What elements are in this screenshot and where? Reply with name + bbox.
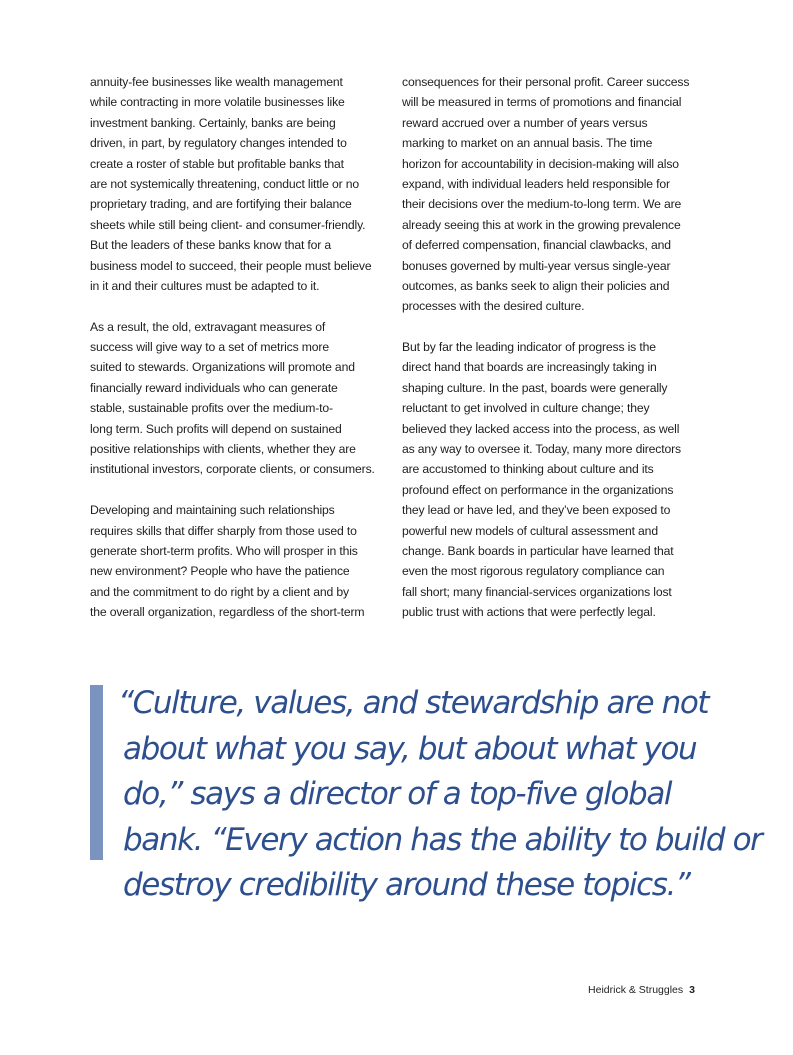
paragraph bbox=[90, 317, 390, 480]
pull-quote bbox=[118, 681, 762, 909]
text-line: investment banking. Certainly, banks are being bbox=[90, 115, 336, 130]
text-line: generate short-term profits. Who will prosper in this bbox=[90, 543, 358, 558]
text-line: the overall organization, regardless of the short-term bbox=[90, 605, 365, 620]
paragraph bbox=[402, 337, 702, 622]
text-line: change. Bank boards in particular have learned that bbox=[402, 543, 674, 558]
paragraph bbox=[90, 500, 390, 622]
text-line: sheets while still being client- and consumer-friendly. bbox=[90, 217, 366, 232]
page-footer bbox=[588, 984, 695, 996]
text-line: create a roster of stable but profitable banks that bbox=[90, 156, 344, 171]
paragraph bbox=[90, 72, 390, 296]
pull-quote-line: do,” says a director of a top-five global bbox=[123, 776, 672, 812]
pull-quote-line: destroy credibility around these topics.” bbox=[123, 867, 690, 903]
pull-quote-line: about what you say, but about what you bbox=[123, 730, 697, 767]
text-line: believed they lacked access into the process, as well bbox=[402, 421, 680, 436]
page-number: 3 bbox=[689, 984, 695, 996]
paragraph bbox=[402, 72, 702, 317]
text-line: proprietary trading, and are fortifying their balance bbox=[90, 197, 352, 212]
text-line: bonuses governed by multi-year versus single-year bbox=[402, 258, 671, 273]
text-line: direct hand that boards are increasingly taking in bbox=[402, 360, 657, 375]
text-line: profound effect on performance in the organizations bbox=[402, 482, 674, 497]
text-line: But by far the leading indicator of progress is the bbox=[402, 340, 656, 355]
text-line: marking to market on an annual basis. The time bbox=[402, 136, 653, 151]
text-line: they lead or have led, and they’ve been exposed to bbox=[402, 503, 671, 518]
text-line: shaping culture. In the past, boards were generally bbox=[402, 380, 668, 395]
text-line: will be measured in terms of promotions and financial bbox=[402, 95, 682, 110]
text-line: suited to stewards. Organizations will promote and bbox=[90, 360, 355, 375]
text-line: success will give way to a set of metrics more bbox=[90, 340, 329, 355]
text-line: As a result, the old, extravagant measures of bbox=[90, 319, 326, 334]
text-line: stable, sustainable profits over the medium-to- bbox=[90, 401, 333, 416]
text-line: requires skills that differ sharply from those used to bbox=[90, 523, 357, 538]
text-line: reluctant to get involved in culture change; they bbox=[402, 401, 650, 416]
text-line: horizon for accountability in decision-making will also bbox=[402, 156, 679, 171]
text-line: while contracting in more volatile businesses like bbox=[90, 95, 345, 110]
pull-quote-line: “Culture, values, and stewardship are not bbox=[118, 685, 709, 721]
text-line: outcomes, as banks seek to align their policies and bbox=[402, 278, 670, 293]
text-line: positive relationships with clients, whether they are bbox=[90, 442, 356, 457]
text-line: and the commitment to do right by a client and by bbox=[90, 584, 349, 599]
right-column bbox=[402, 72, 702, 623]
text-line: consequences for their personal profit. Career success bbox=[402, 75, 690, 89]
text-line: as any way to oversee it. Today, many more directors bbox=[402, 442, 681, 457]
footer-brand: Heidrick & Struggles bbox=[588, 984, 684, 996]
text-line: reward accrued over a number of years versus bbox=[402, 115, 648, 130]
text-line: processes with the desired culture. bbox=[402, 299, 585, 314]
text-line: expand, with individual leaders held responsible for bbox=[402, 176, 670, 191]
text-line: business model to succeed, their people must believe bbox=[90, 258, 372, 273]
text-line: fall short; many financial-services organizations lost bbox=[402, 584, 672, 599]
text-line: are accustomed to thinking about culture and its bbox=[402, 462, 654, 477]
pull-quote-accent-bar bbox=[90, 685, 103, 860]
text-line: public trust with actions that were perfectly legal. bbox=[402, 605, 656, 620]
text-line: their decisions over the medium-to-long term. We are bbox=[402, 197, 682, 212]
text-line: institutional investors, corporate clients, or consumers. bbox=[90, 462, 375, 477]
text-line: financially reward individuals who can generate bbox=[90, 380, 338, 395]
text-line: Developing and maintaining such relationships bbox=[90, 503, 335, 518]
text-line: But the leaders of these banks know that for a bbox=[90, 238, 332, 253]
text-line: in it and their cultures must be adapted to it. bbox=[90, 278, 320, 293]
text-line: even the most rigorous regulatory compliance can bbox=[402, 564, 665, 579]
text-line: annuity-fee businesses like wealth management bbox=[90, 75, 343, 89]
text-line: long term. Such profits will depend on sustained bbox=[90, 421, 342, 436]
text-line: are not systemically threatening, conduct little or no bbox=[90, 176, 359, 191]
text-line: new environment? People who have the patience bbox=[90, 564, 350, 579]
text-line: powerful new models of cultural assessment and bbox=[402, 523, 658, 538]
text-line: already seeing this at work in the growing prevalence bbox=[402, 217, 681, 232]
pull-quote-line: bank. “Every action has the ability to build or bbox=[123, 821, 762, 858]
text-line: driven, in part, by regulatory changes intended to bbox=[90, 136, 347, 151]
left-column bbox=[90, 72, 390, 623]
text-line: of deferred compensation, financial clawbacks, and bbox=[402, 238, 671, 253]
